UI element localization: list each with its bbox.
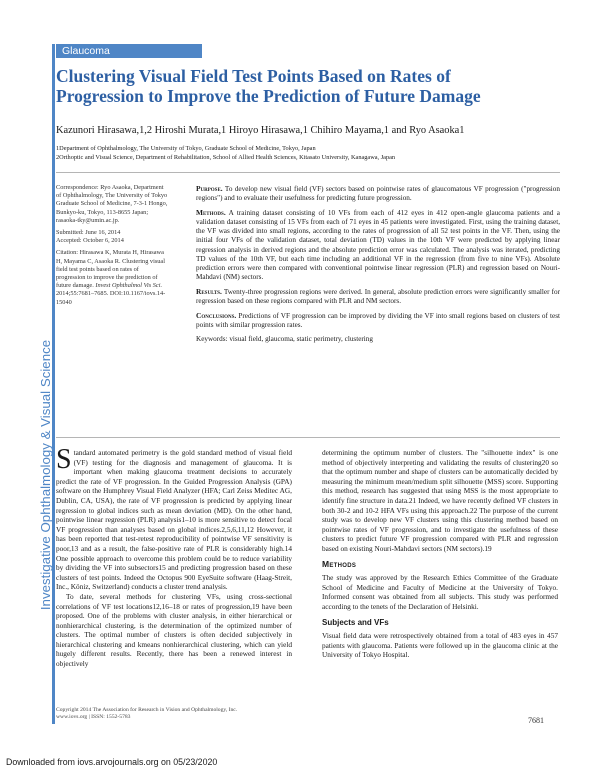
submitted-date: Submitted: June 16, 2014 — [56, 229, 121, 237]
copyright-line: Copyright 2014 The Association for Research in Vision and Ophthalmology, Inc. — [56, 707, 238, 713]
page-number: 7681 — [528, 716, 544, 725]
abstract-purpose — [196, 184, 560, 203]
abstract-conclusions — [196, 311, 560, 330]
article-title — [56, 66, 556, 106]
citation — [56, 249, 168, 306]
keywords: Keywords: visual field, glaucoma, static perimetry, clustering — [196, 335, 373, 344]
subjects-heading: Subjects and VFs — [322, 617, 389, 627]
title-line-2: Progression to Improve the Prediction of Future Damage — [56, 86, 481, 106]
issn-line: www.iovs.org | ISSN: 1552-5783 — [56, 714, 131, 721]
header-divider — [56, 172, 560, 173]
abstract-methods — [196, 208, 560, 282]
conclusions-text: Predictions of VF progression can be improved by dividing the VF into small regions based on clusters of test points with similar progression rates. — [196, 312, 560, 330]
purpose-text: To develop new visual field (VF) sectors based on pointwise rates of glaucomatous VF progression ("progression regions") and to evaluate their usefulness for predicting future progression. — [196, 185, 560, 203]
methods-text: A training dataset consisting of 10 VFs from each of 412 eyes in 412 open-angle glaucoma patients and a validation dataset consisting of 15 VFs from each of 71 eyes in 45 patients were investigated. First, using the training dataset, the VF was divided into small regions, according to the rates of progression of all 52 test points in the VF. Then, using the initial four VFs of the validation dataset, total deviation (TD) values in the 10th VF were predicted by applying linear regression analysis in derived regions and the absolute prediction error was calculated. The analysis was iterated, predicting TD values of the 10th VF, but each time including an additional VF in the regression (from five to nine VFs). Absolute prediction errors were then compared with conventional pointwise linear regression (PLR) and regression based on Nouri-Mahdavi (NM) sectors. — [196, 209, 560, 281]
conclusions-label: Conclusions. — [196, 311, 237, 321]
citation-suffix: 2014;55:7681–7685. DOI:10.1167/iovs.14-15040 — [56, 290, 166, 306]
drop-cap: S — [56, 444, 72, 475]
citation-prefix: Citation: Hirasawa K, Murata H, Hirasawa H, Mayama C, Asaoka R. Clustering visual field test points based on rates of progression to improve the prediction of future damage. — [56, 249, 165, 290]
copyright-footer — [56, 707, 356, 722]
methods-paragraph: The study was approved by the Research Ethics Committee of the Graduate School of Medicine and Faculty of Medicine at the University of Tokyo. Informed consent was obtained from all subjects. This study was performed according to the tenets of the Declaration of Helsinki. — [322, 573, 558, 611]
methods-label: Methods. — [196, 208, 226, 218]
intro-paragraph-3: determining the optimum number of clusters. The "silhouette index" is one method of objectively interpreting and validating the results of clustering20 so that the optimum number and shape of clusters can be automatically decided by measuring the minimum mean/medium split silhouette (MSS) score. Supporting this method, research has suggested that using MSS is the most appropriate to identify fine structure in data.21 Indeed, we have recently defined VF clusters in both 30-2 and 10-2 HFA VFs using this approach.22 The purpose of the current study was to develop new VF clusters using this clustering method based on pointwise rates of VF progression, and to investigate the usefulness of these clusters to predict future VF progression compared with PLR and regression based on existing Nouri-Mahdavi sectors (NM sectors).19 — [322, 448, 558, 553]
body-column-right — [322, 448, 558, 660]
accepted-date: Accepted: October 6, 2014 — [56, 237, 124, 245]
affiliation-2: 2Orthoptic and Visual Science, Department of Rehabilitation, School of Allied Health Sciences, Kitasato University, Kanagawa, Japan — [56, 154, 396, 161]
section-tag: Glaucoma — [56, 44, 202, 58]
results-label: Results. — [196, 286, 222, 296]
title-line-1: Clustering Visual Field Test Points Based on Rates of — [56, 66, 451, 86]
download-note: Downloaded from iovs.arvojournals.org on 05/23/2020 — [6, 757, 218, 767]
abstract-divider — [56, 437, 560, 438]
citation-journal: Invest Ophthalmol Vis Sci. — [95, 282, 163, 290]
affiliations — [56, 144, 576, 162]
abstract-results — [196, 287, 560, 306]
author-list: Kazunori Hirasawa,1,2 Hiroshi Murata,1 Hiroyo Hirasawa,1 Chihiro Mayama,1 and Ryo Asaoka1 — [56, 125, 465, 136]
intro-paragraph-1-text: tandard automated perimetry is the gold standard method of visual field (VF) testing for the diagnosis and management of glaucoma. It is important when making glaucoma treatment decisions to accurately predict the rate of VF progression. In the Guided Progression Analysis (GPA) software on the Humphrey Visual Field Analyzer (HFA; Carl Zeiss Meditec AG, Dublin, CA, USA), the rate of VF progression is predicted by applying linear regression to global indices such as mean deviation (MD). On the other hand, pointwise linear regression (PLR) analysis1–10 is more sensitive to detect focal VF progression than analyses based on global indices.2,5,6,11,12 However, it has been reported that test-retest reproducibility of pointwise VF sensitivity is poor,13 and as a result, the false-positive rate of PLR is considerably high.14 One possible approach to overcome this problem could be to reduce variability by dividing the VF into subsectors15 and predicting progression based on these clusters of test points. Indeed the Octopus 900 EyeSuite software (Haag-Streit, Inc., Köniz, Switzerland) conducts a cluster trend analysis. — [56, 448, 292, 592]
methods-heading: Methods — [322, 558, 357, 569]
body-column-left — [56, 444, 292, 669]
intro-paragraph-1 — [56, 444, 292, 592]
abstract — [196, 184, 560, 349]
intro-paragraph-2: To date, several methods for clustering VFs, using cross-sectional correlations of VF test locations12,16–18 or rates of progression,19 have been proposed. One of the problems with cluster analysis, in either hierarchical or nonhierarchical clustering, is the determination of the optimized number of clusters. The optimal number of clusters is often decided subjectively in hierarchical clustering and kmeans nonhierarchical clustering, which can yield hugely different results. Recently, there has been a renewed interest in objectively — [56, 591, 292, 669]
affiliation-1: 1Department of Ophthalmology, The University of Tokyo, Graduate School of Medicine, Tokyo, Japan — [56, 145, 316, 152]
results-text: Twenty-three progression regions were derived. In general, absolute prediction errors were significantly smaller for regression based on these regions compared with PLR and NM sectors. — [196, 287, 560, 306]
purpose-label: Purpose. — [196, 184, 223, 193]
correspondence: Correspondence: Ryo Asaoka, Department of Ophthalmology, The University of Tokyo Graduate School of Medicine, 7-3-1 Hongo, Bunkyo-ku, Tokyo, 113-8655 Japan; rasaoka-tky@umin.ac.jp. — [56, 184, 168, 224]
journal-side-title: Investigative Ophthalmology & Visual Science — [38, 339, 53, 611]
subjects-paragraph: Visual field data were retrospectively obtained from a total of 483 eyes in 457 patients with glaucoma. Patients were followed up in the glaucoma clinic at the University of Tokyo Hospital. — [322, 631, 558, 660]
article-info-sidebar — [56, 184, 168, 311]
